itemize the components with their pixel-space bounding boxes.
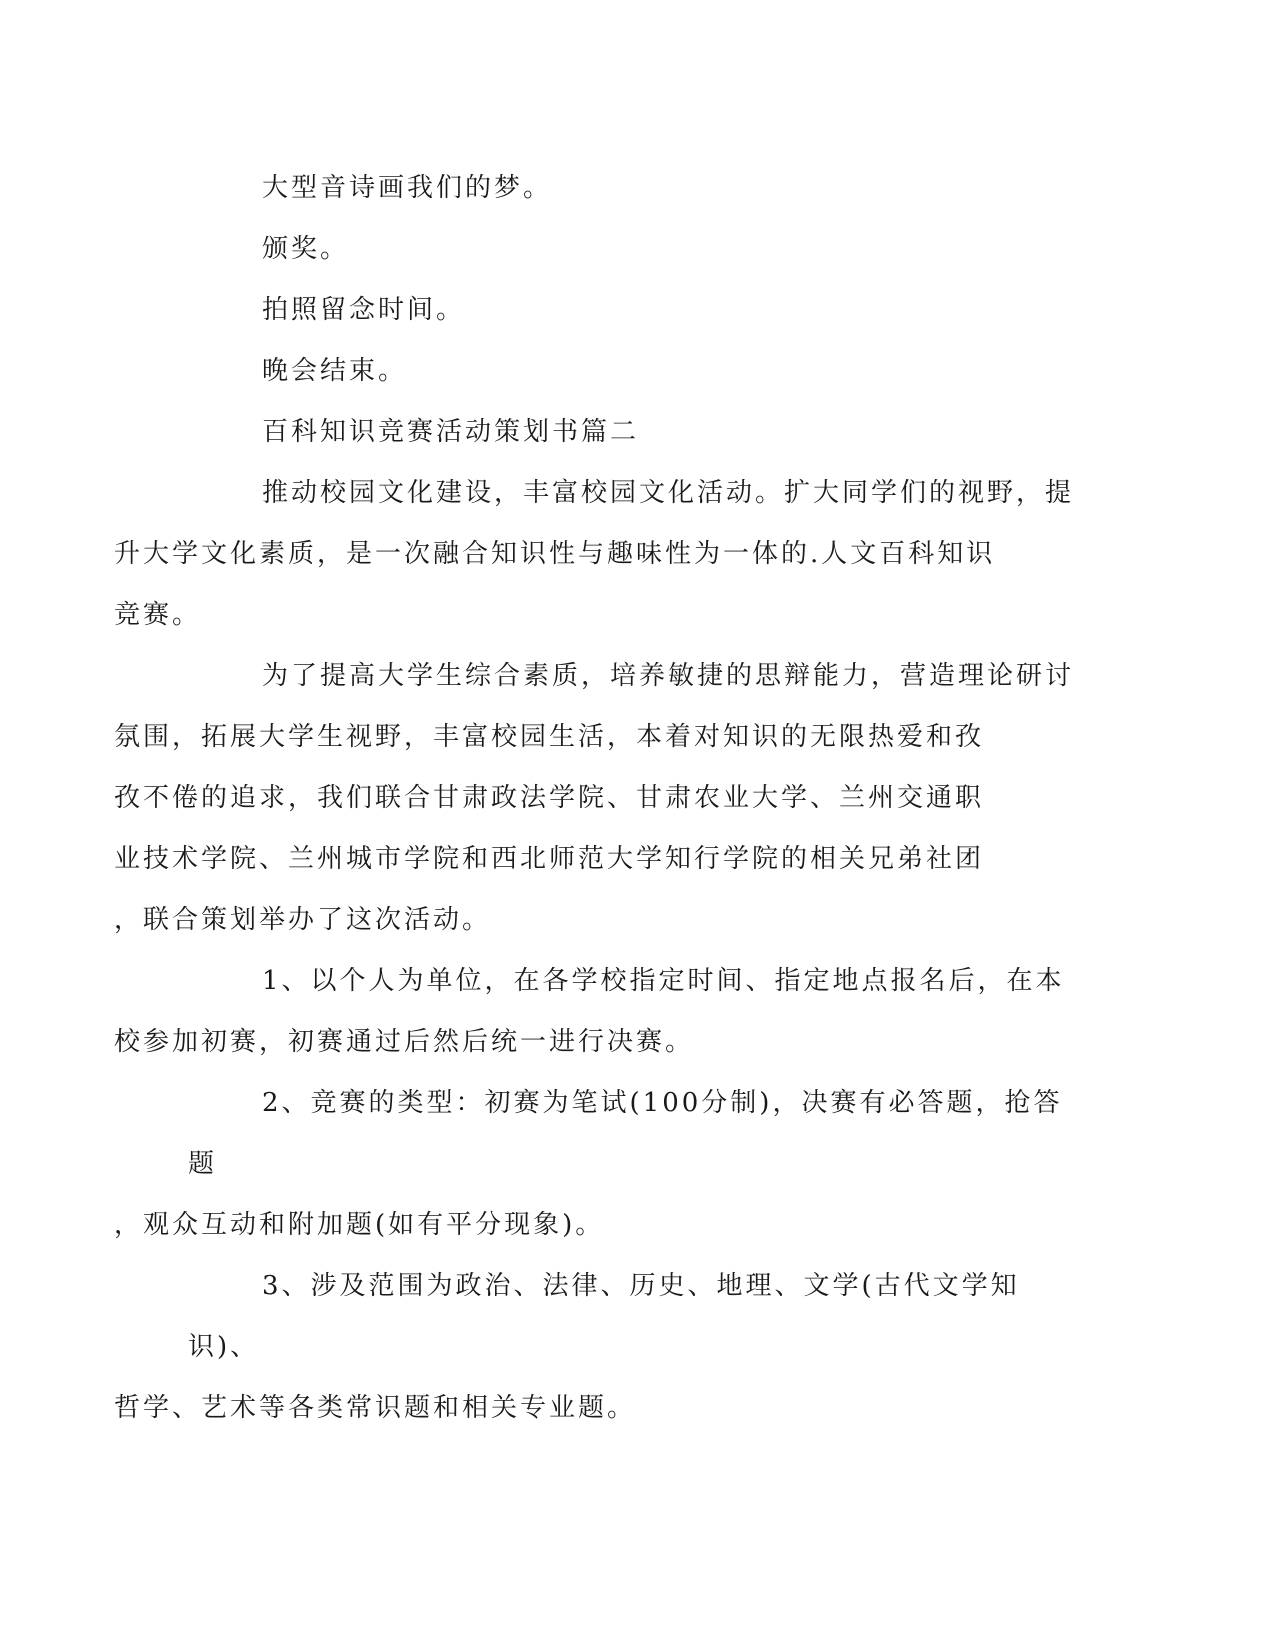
paragraph-line: 1、以个人为单位，在各学校指定时间、指定地点报名后，在本 bbox=[262, 966, 1065, 996]
paragraph-purpose bbox=[114, 463, 1088, 646]
document-body bbox=[114, 158, 1088, 1439]
section-title: 百科知识竞赛活动策划书篇二 bbox=[262, 417, 640, 447]
paragraph-background bbox=[114, 646, 1088, 951]
paragraph-line: 为了提高大学生综合素质，培养敏捷的思辩能力，营造理论研讨 bbox=[262, 661, 1075, 691]
paragraph-line: 孜不倦的追求，我们联合甘肃政法学院、甘肃农业大学、兰州交通职 bbox=[114, 783, 985, 813]
program-item-4: 晚会结束。 bbox=[262, 356, 408, 386]
paragraph-line: 氛围，拓展大学生视野，丰富校园生活，本着对知识的无限热爱和孜 bbox=[114, 722, 985, 752]
program-item-3: 拍照留念时间。 bbox=[262, 295, 466, 325]
paragraph-line: 校参加初赛，初赛通过后然后统一进行决赛。 bbox=[114, 1027, 695, 1057]
paragraph-line: 业技术学院、兰州城市学院和西北师范大学知行学院的相关兄弟社团 bbox=[114, 844, 985, 874]
rule-item-3 bbox=[114, 1256, 1088, 1439]
paragraph-line: 竞赛。 bbox=[114, 600, 202, 630]
paragraph-line: 2、竞赛的类型：初赛为笔试(100分制)，决赛有必答题，抢答题 bbox=[188, 1088, 1063, 1179]
program-item-2: 颁奖。 bbox=[262, 234, 350, 264]
rule-item-2 bbox=[114, 1073, 1088, 1256]
paragraph-line: ，观众互动和附加题(如有平分现象)。 bbox=[114, 1210, 605, 1240]
paragraph-line: 推动校园文化建设，丰富校园文化活动。扩大同学们的视野，提 bbox=[262, 478, 1075, 508]
rule-item-1 bbox=[114, 951, 1088, 1073]
paragraph-line: 哲学、艺术等各类常识题和相关专业题。 bbox=[114, 1393, 637, 1423]
paragraph-line: 升大学文化素质，是一次融合知识性与趣味性为一体的.人文百科知识 bbox=[114, 539, 996, 569]
paragraph-line: 3、涉及范围为政治、法律、历史、地理、文学(古代文学知识)、 bbox=[188, 1271, 1020, 1362]
paragraph-line: ，联合策划举办了这次活动。 bbox=[114, 905, 492, 935]
program-item-1: 大型音诗画我们的梦。 bbox=[262, 173, 553, 203]
